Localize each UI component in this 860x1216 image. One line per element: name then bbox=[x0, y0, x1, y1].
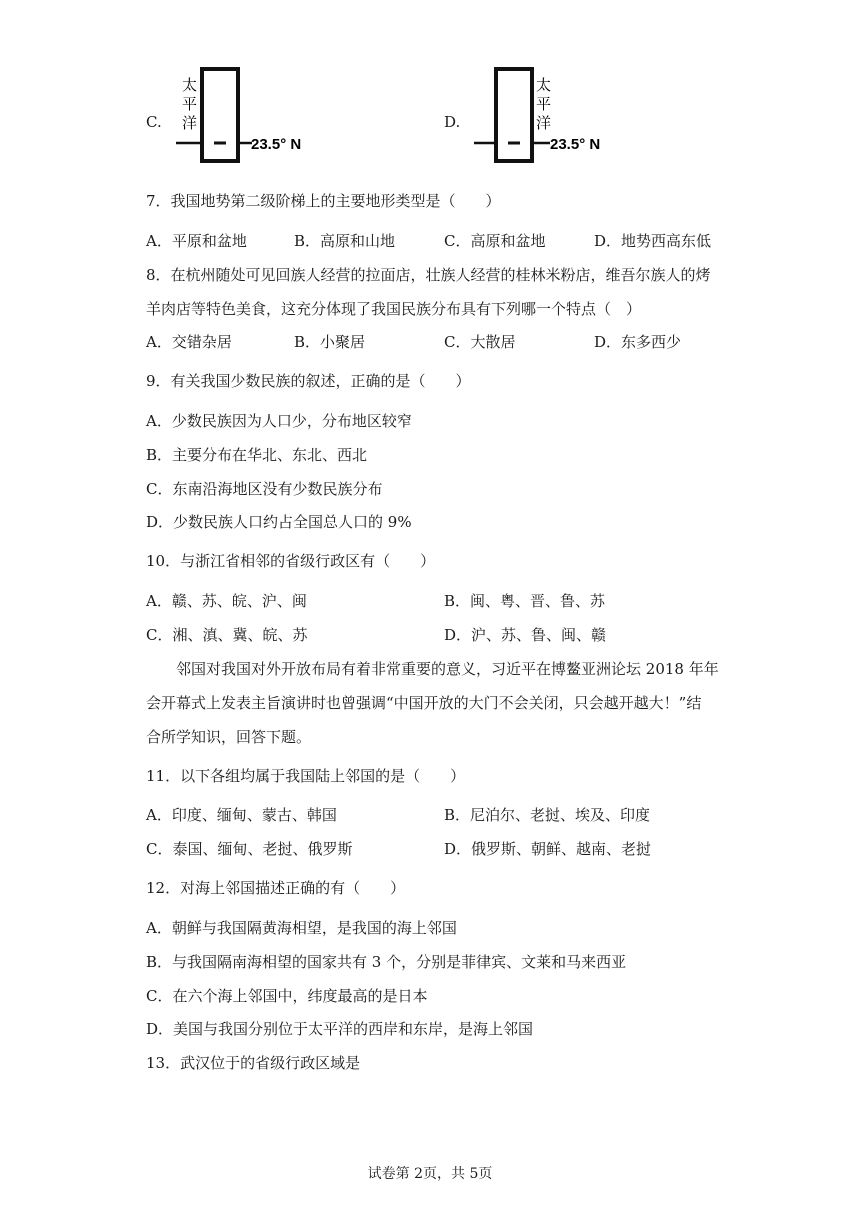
landmass-rect bbox=[496, 69, 532, 161]
ocean-char-3: 洋 bbox=[182, 114, 198, 132]
question-7-stem: 7．我国地势第二级阶梯上的主要地形类型是（ ） bbox=[146, 192, 501, 210]
q7-option-b: B．高原和山地 bbox=[294, 232, 396, 250]
latitude-label: 23.5° N bbox=[550, 136, 601, 153]
q11-option-a: A．印度、缅甸、蒙古、韩国 bbox=[146, 806, 337, 824]
ocean-char-2: 平 bbox=[182, 95, 198, 113]
q8-option-c: C．大散居 bbox=[444, 333, 516, 351]
q11-option-d: D．俄罗斯、朝鲜、越南、老挝 bbox=[444, 840, 652, 858]
question-11-stem: 11．以下各组均属于我国陆上邻国的是（ ） bbox=[146, 767, 466, 785]
figure-option-d bbox=[470, 66, 630, 166]
q10-option-c: C．湘、滇、冀、皖、苏 bbox=[146, 626, 308, 644]
q8-option-d: D．东多西少 bbox=[594, 333, 682, 351]
q9-option-d: D．少数民族人口约占全国总人口的 9% bbox=[146, 513, 412, 531]
question-8-stem-line-1: 8．在杭州随处可见回族人经营的拉面店，壮族人经营的桂林米粉店，维吾尔族人的烤 bbox=[146, 266, 711, 284]
q7-option-a: A．平原和盆地 bbox=[146, 232, 247, 250]
q9-option-b: B．主要分布在华北、东北、西北 bbox=[146, 446, 368, 464]
ocean-char-2: 平 bbox=[536, 95, 552, 113]
option-d-label: D. bbox=[444, 113, 461, 131]
passage-line-1: 邻国对我国对外开放布局有着非常重要的意义，习近平在博鳌亚洲论坛 2018 年年 bbox=[176, 660, 719, 678]
q11-option-c: C．泰国、缅甸、老挝、俄罗斯 bbox=[146, 840, 353, 858]
q12-option-c: C．在六个海上邻国中，纬度最高的是日本 bbox=[146, 987, 428, 1005]
q8-option-a: A．交错杂居 bbox=[146, 333, 232, 351]
q8-option-b: B．小聚居 bbox=[294, 333, 366, 351]
question-10-stem: 10．与浙江省相邻的省级行政区有（ ） bbox=[146, 552, 436, 570]
q9-option-c: C．东南沿海地区没有少数民族分布 bbox=[146, 480, 383, 498]
q11-option-b: B．尼泊尔、老挝、埃及、印度 bbox=[444, 806, 651, 824]
passage-line-2: 会开幕式上发表主旨演讲时也曾强调“中国开放的大门不会关闭，只会越开越大！”结 bbox=[146, 694, 702, 712]
q10-option-a: A．赣、苏、皖、沪、闽 bbox=[146, 592, 307, 610]
question-12-stem: 12．对海上邻国描述正确的有（ ） bbox=[146, 879, 406, 897]
latitude-label: 23.5° N bbox=[251, 136, 302, 153]
option-c-label: C. bbox=[146, 113, 162, 131]
question-8-stem-line-2: 羊肉店等特色美食，这充分体现了我国民族分布具有下列哪一个特点（ ） bbox=[146, 300, 642, 318]
q12-option-a: A．朝鲜与我国隔黄海相望，是我国的海上邻国 bbox=[146, 919, 457, 937]
page-footer: 试卷第 2页，共 5页 bbox=[367, 1166, 493, 1182]
question-9-stem: 9．有关我国少数民族的叙述，正确的是（ ） bbox=[146, 372, 471, 390]
passage-line-3: 合所学知识，回答下题。 bbox=[146, 728, 312, 746]
ocean-char-3: 洋 bbox=[536, 114, 552, 132]
question-13-stem: 13．武汉位于的省级行政区域是 bbox=[146, 1054, 361, 1072]
q12-option-d: D．美国与我国分别位于太平洋的西岸和东岸，是海上邻国 bbox=[146, 1020, 534, 1038]
q12-option-b: B．与我国隔南海相望的国家共有 3 个，分别是菲律宾、文莱和马来西亚 bbox=[146, 953, 627, 971]
figure-option-c bbox=[168, 66, 328, 166]
landmass-rect bbox=[202, 69, 238, 161]
ocean-char-1: 太 bbox=[536, 76, 552, 94]
q7-option-c: C．高原和盆地 bbox=[444, 232, 546, 250]
q10-option-b: B．闽、粤、晋、鲁、苏 bbox=[444, 592, 606, 610]
q10-option-d: D．沪、苏、鲁、闽、赣 bbox=[444, 626, 607, 644]
ocean-char-1: 太 bbox=[182, 76, 198, 94]
q7-option-d: D．地势西高东低 bbox=[594, 232, 712, 250]
q9-option-a: A．少数民族因为人口少，分布地区较窄 bbox=[146, 412, 412, 430]
